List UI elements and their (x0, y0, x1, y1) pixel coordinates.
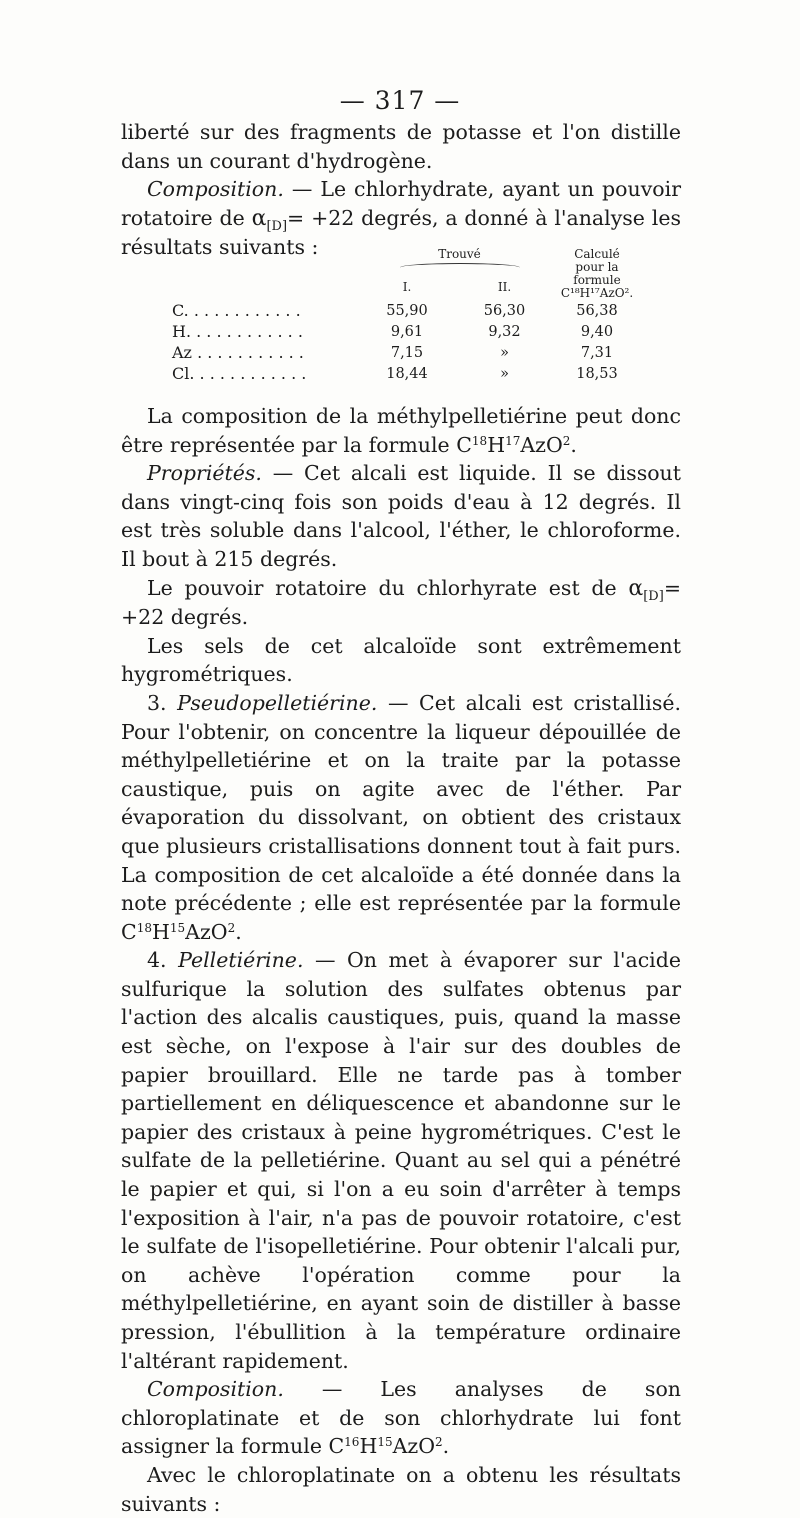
col-header-II: II. (497, 280, 512, 295)
value-II: 56,30 (483, 302, 526, 319)
text-run: AzO (392, 1434, 436, 1459)
sup: 2 (562, 433, 571, 448)
rotation-paragraph (121, 574, 681, 632)
element-label: Az . . . . . . . . . . . (172, 343, 304, 362)
composition-label: Composition. (147, 177, 284, 202)
text-run: H (151, 919, 170, 944)
text-run: La composition de la méthylpelletiérine peut donc être représentée par la formule C (121, 404, 681, 457)
value-I: 55,90 (386, 302, 428, 319)
properties-paragraph (121, 459, 681, 573)
header-calc-2: pour la formule (573, 260, 621, 287)
properties-label: Propriétés. (147, 461, 262, 486)
sup: 15 (169, 920, 186, 935)
value-I: 9,61 (390, 323, 424, 340)
text-run: Le pouvoir rotatoire du chlorhyrate est de (147, 575, 629, 600)
value-calc: 56,38 (576, 302, 618, 319)
composition-text-1: — Le chlorhydrate, ayant un pouvoir rotatoire de (121, 177, 681, 230)
header-found: Trouvé (438, 247, 481, 261)
text-run: — On met à évaporer sur l'acide sulfurique la solution des sulfates obtenus par l'action des alcalis caustiques, puis, quand la masse est sèche, on l'expose à l'air sur des doubles de papier brouillard. Elle ne tarde pas à tomber partiellement en déliquescence et abandonne sur le papier des cristaux à peine hygrométriques. C'est le sulfate de la pelletiérine. Quant au sel qui a pénétré le papier et qui, si l'on a eu soin d'arrêter à temps l'exposition à l'air, n'a pas de pouvoir rotatoire, c'est le sulfate de l'isopelletiérine. Pour obtenir l'alcali pur, on achève l'opération comme pour la méthylpelletiérine, en ayant soin de distiller à basse pression, l'ébullition à la température ordinaire l'altérant rapidement. (121, 948, 681, 1373)
pelletierine-paragraph (121, 946, 681, 1375)
value-II: 9,32 (488, 323, 521, 340)
alpha-symbol: α (628, 575, 644, 601)
value-II: » (500, 344, 509, 361)
col-header-I: I. (402, 280, 412, 295)
element-label: H. . . . . . . . . . . . (172, 322, 303, 341)
header-calc-formula: C¹⁸H¹⁷AzO². (560, 286, 634, 300)
value-calc: 18,53 (576, 365, 618, 382)
sup: 16 (344, 1435, 360, 1450)
main-text (121, 402, 681, 1518)
element-label: C. . . . . . . . . . . . (172, 301, 301, 320)
alpha-subscript: [D] (266, 218, 288, 234)
sup: 15 (377, 1435, 393, 1450)
text-run: = +22 degrés. (121, 575, 681, 630)
pseudopelletierine-paragraph (121, 689, 681, 946)
sup: 2 (227, 920, 236, 935)
alpha-subscript: [D] (643, 588, 664, 604)
text-run: H (359, 1434, 378, 1459)
text-run: — Cet alcali est cristallisé. Pour l'obtenir, on concentre la liqueur dépouillée de méthylpelletiérine et on la traite par la potasse caustique, puis on agite avec de l'éther. Par évaporation du dissolvant, on obtient des cristaux que plusieurs cristallisations donnent tout à fait purs. La composition de cet alcaloïde a été donnée dans la note précédente ; elle est représentée par la formule C (121, 690, 682, 944)
value-calc: 9,40 (580, 323, 614, 340)
formula-paragraph (121, 402, 681, 459)
last-paragraph: Avec le chloroplatinate on a obtenu les résultats suivants : (121, 1462, 681, 1516)
intro-block (121, 118, 681, 262)
table-row (172, 363, 637, 384)
analysis-table (172, 248, 637, 384)
header-calc-1: Calculé (574, 247, 620, 261)
text-run: . (235, 919, 242, 944)
text-run: — Cet alcali est liquide. Il se dissout dans vingt-cinq fois son poids d'eau à 12 degrés. Il est très soluble dans l'alcool, l'éther, le chloroforme. Il bout à 215 degrés. (121, 461, 681, 571)
intro-paragraph: liberté sur des fragments de potasse et l'on distille dans un courant d'hydrogène. (121, 120, 681, 173)
text-run: . (442, 1434, 450, 1459)
pelletierine-label: Pelletiérine. (178, 948, 304, 973)
sup: 2 (435, 1435, 443, 1450)
composition-text-2: = +22 degrés, a donné à l'analyse les résultats suivants : (121, 205, 681, 260)
sup: 18 (471, 433, 488, 448)
text-run: 3. (147, 690, 178, 715)
text-run: . (570, 432, 577, 457)
text-run: AzO (520, 432, 563, 457)
alpha-symbol: α (251, 205, 267, 231)
pseudopelletierine-label: Pseudopelletiérine. (177, 690, 378, 715)
table-row (172, 300, 637, 321)
text-run: H (487, 432, 506, 457)
table-row (172, 321, 637, 342)
value-I: 18,44 (386, 365, 428, 382)
composition2-paragraph (121, 1375, 681, 1461)
value-calc: 7,31 (580, 344, 614, 361)
element-label: Cl. . . . . . . . . . . . (172, 364, 307, 383)
brace-decoration (400, 263, 520, 272)
page-number: — 317 — (339, 86, 461, 115)
table-row (172, 342, 637, 363)
text-run: AzO (185, 919, 228, 944)
composition2-label: Composition. (147, 1377, 284, 1402)
value-I: 7,15 (390, 344, 424, 361)
value-II: » (500, 365, 509, 382)
sup: 18 (136, 920, 152, 935)
salts-paragraph: Les sels de cet alcaloïde sont extrêmement hygrométriques. (121, 633, 681, 687)
sup: 17 (505, 433, 521, 448)
text-run: — Les analyses de son chloroplatinate et de son chlorhydrate lui font assigner la formule C (121, 1377, 681, 1459)
text-run: 4. (147, 948, 179, 973)
